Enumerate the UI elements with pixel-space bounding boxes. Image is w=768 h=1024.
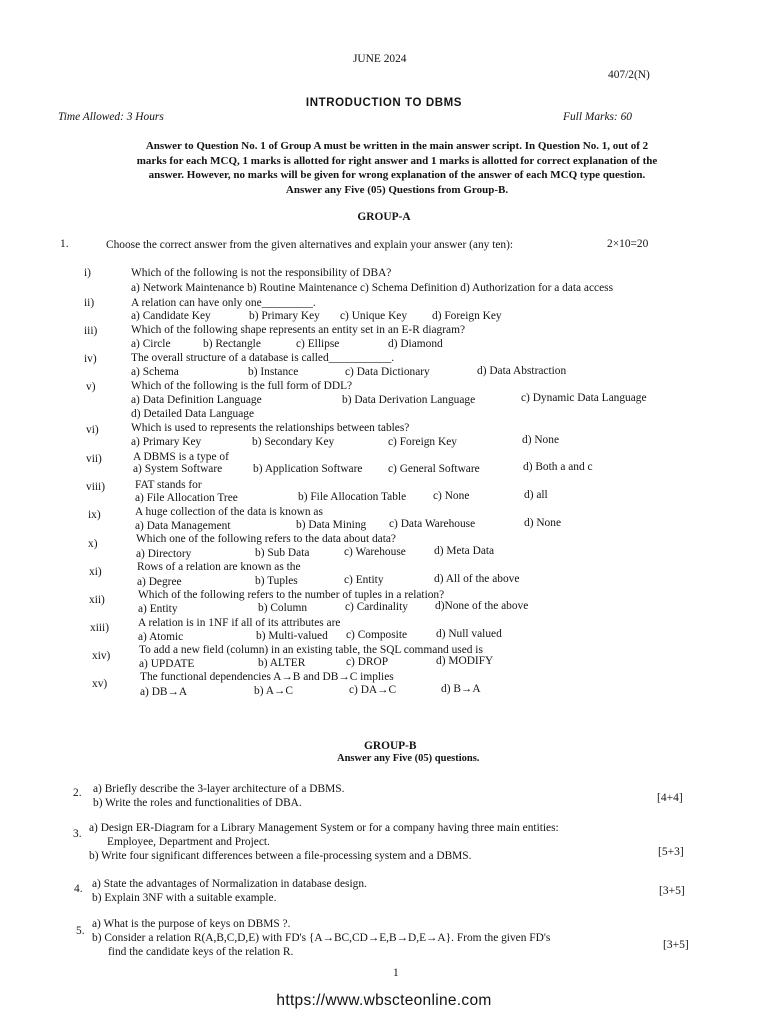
mcq-number: xiii): [90, 622, 109, 634]
mcq-number: xi): [89, 566, 102, 578]
mcq-number: vi): [86, 424, 99, 436]
question-part: a) What is the purpose of keys on DBMS ?.: [92, 918, 291, 930]
mcq-option: a) Network Maintenance b) Routine Maintenance c) Schema Definition d) Authorization for a data access: [131, 282, 614, 294]
question-part: find the candidate keys of the relation R.: [108, 946, 294, 958]
question-part: b) Write the roles and functionalities of DBA.: [93, 797, 302, 809]
mcq-option: c) None: [433, 490, 470, 502]
mcq-option: b) Application Software: [253, 463, 363, 475]
mcq-option: c) Warehouse: [344, 546, 406, 558]
mcq-option: b) Instance: [248, 366, 299, 378]
mcq-option: a) UPDATE: [139, 658, 195, 670]
mcq-number: iii): [84, 325, 98, 337]
mcq-question: A DBMS is a type of: [133, 451, 229, 463]
mcq-option: a) Primary Key: [131, 436, 202, 448]
instruction-line: marks for each MCQ, 1 marks is allotted for right answer and 1 marks is allotted for correct explanation of the: [136, 154, 658, 167]
question-marks: [4+4]: [657, 792, 683, 804]
mcq-question: Rows of a relation are known as the: [137, 561, 301, 573]
mcq-option: d) B→A: [441, 683, 481, 695]
mcq-question: Which is used to represents the relationships between tables?: [131, 422, 410, 434]
question-number: 2.: [73, 787, 82, 799]
mcq-option: b) Rectangle: [203, 338, 261, 350]
mcq-question: A huge collection of the data is known as: [135, 506, 323, 518]
paper-code: 407/2(N): [608, 69, 650, 81]
mcq-number: vii): [86, 453, 102, 465]
mcq-option: b) Data Derivation Language: [342, 394, 476, 406]
mcq-option: d) Data Abstraction: [477, 365, 567, 377]
mcq-option: c) Foreign Key: [388, 436, 457, 448]
mcq-option: a) Entity: [138, 603, 178, 615]
mcq-option: a) Circle: [131, 338, 171, 350]
mcq-number: xiv): [92, 650, 111, 662]
question-part: a) State the advantages of Normalization in database design.: [92, 878, 367, 890]
instructions: [82, 139, 712, 197]
mcq-option: d) all: [524, 489, 548, 501]
instruction-line: Answer any Five (05) Questions from Group-B.: [285, 183, 509, 196]
mcq-option: a) DB→A: [140, 686, 188, 698]
question-marks: 2×10=20: [607, 238, 649, 250]
mcq-option: b) ALTER: [258, 657, 306, 669]
mcq-option: c) Cardinality: [345, 601, 408, 613]
mcq-number: xii): [89, 594, 105, 606]
mcq-number: viii): [86, 481, 105, 493]
question-part: Employee, Department and Project.: [107, 836, 270, 848]
mcq-option: c) Unique Key: [340, 310, 408, 322]
question-part: a) Design ER-Diagram for a Library Management System or for a company having three main entities:: [89, 822, 559, 834]
mcq-option: a) Degree: [137, 576, 182, 588]
question-number: 4.: [74, 883, 83, 895]
mcq-option: d) Detailed Data Language: [131, 408, 255, 420]
mcq-number: ii): [84, 297, 95, 309]
mcq-question: The overall structure of a database is called___________.: [131, 352, 395, 364]
mcq-option: d)None of the above: [435, 600, 529, 612]
mcq-option: c) General Software: [388, 463, 480, 475]
mcq-number: xv): [92, 678, 108, 690]
mcq-question: Which of the following refers to the number of tuples in a relation?: [138, 589, 445, 601]
mcq-question: Which of the following is the full form of DDL?: [131, 380, 353, 392]
instruction-line: Answer to Question No. 1 of Group A must be written in the main answer script. In Question No. 1, out of 2: [145, 140, 649, 152]
group-a-heading: GROUP-A: [357, 211, 411, 223]
group-b-subheading: Answer any Five (05) questions.: [337, 753, 480, 764]
mcq-option: a) File Allocation Tree: [135, 492, 238, 504]
question-part: b) Consider a relation R(A,B,C,D,E) with FD's {A→BC,CD→E,B→D,E→A}. From the given FD's: [92, 932, 551, 944]
mcq-option: a) Directory: [136, 548, 192, 560]
mcq-option: c) Data Warehouse: [389, 518, 476, 530]
mcq-question: A relation is in 1NF if all of its attributes are: [138, 617, 341, 629]
question-number: 3.: [73, 828, 82, 840]
mcq-option: c) DROP: [346, 656, 389, 668]
mcq-option: c) Composite: [346, 629, 408, 641]
mcq-option: d) MODIFY: [436, 655, 494, 667]
mcq-option: c) Dynamic Data Language: [521, 392, 647, 404]
exam-date: JUNE 2024: [353, 53, 407, 65]
mcq-option: b) Multi-valued: [256, 630, 328, 642]
mcq-option: b) Column: [258, 602, 308, 614]
mcq-question: FAT stands for: [135, 479, 202, 491]
mcq-number: i): [84, 267, 91, 279]
question-marks: [3+5]: [663, 939, 689, 951]
mcq-question: Which of the following shape represents an entity set in an E-R diagram?: [131, 324, 466, 336]
mcq-option: d) Null valued: [436, 628, 502, 640]
mcq-option: c) Data Dictionary: [345, 366, 430, 378]
website-url[interactable]: https://www.wbscteonline.com: [276, 992, 492, 1009]
mcq-option: b) File Allocation Table: [298, 491, 407, 503]
mcq-option: b) Sub Data: [255, 547, 310, 559]
mcq-number: ix): [88, 509, 101, 521]
question-part: a) Briefly describe the 3-layer architecture of a DBMS.: [93, 783, 345, 795]
mcq-question: A relation can have only one_________.: [131, 297, 316, 309]
page-number: 1: [393, 967, 399, 979]
mcq-question: Which of the following is not the responsibility of DBA?: [131, 267, 392, 279]
mcq-option: b) Tuples: [255, 575, 298, 587]
mcq-option: d) Both a and c: [523, 461, 593, 473]
group-b-heading: GROUP-B: [364, 740, 417, 752]
mcq-option: b) Data Mining: [296, 519, 367, 531]
mcq-option: a) Data Definition Language: [131, 394, 262, 406]
question-part: b) Explain 3NF with a suitable example.: [92, 892, 277, 904]
mcq-question: Which one of the following refers to the data about data?: [136, 533, 396, 545]
mcq-option: c) DA→C: [349, 684, 397, 696]
mcq-option: d) Foreign Key: [432, 310, 502, 322]
question-text: Choose the correct answer from the given alternatives and explain your answer (any ten):: [106, 239, 514, 251]
question-number: 1.: [60, 238, 69, 250]
mcq-option: d) Diamond: [388, 338, 443, 350]
mcq-option: a) Atomic: [138, 631, 184, 643]
instruction-line: answer. However, no marks will be given for wrong explanation of the answer of each MCQ type question.: [148, 169, 646, 181]
mcq-option: c) Ellipse: [296, 338, 340, 350]
mcq-option: a) Candidate Key: [131, 310, 211, 322]
mcq-option: d) All of the above: [434, 573, 520, 585]
mcq-question: To add a new field (column) in an existing table, the SQL command used is: [139, 644, 483, 656]
question-marks: [5+3]: [658, 846, 684, 858]
mcq-option: b) A→C: [254, 685, 293, 697]
mcq-option: b) Secondary Key: [252, 436, 335, 448]
mcq-option: a) Data Management: [135, 520, 231, 532]
question-part: b) Write four significant differences between a file-processing system and a DBMS.: [89, 850, 472, 862]
mcq-option: b) Primary Key: [249, 310, 320, 322]
mcq-number: v): [86, 381, 96, 393]
mcq-option: d) Meta Data: [434, 545, 495, 557]
full-marks: Full Marks: 60: [563, 111, 632, 123]
time-allowed: Time Allowed: 3 Hours: [58, 111, 164, 123]
mcq-question: The functional dependencies A→B and DB→C implies: [140, 671, 394, 683]
mcq-option: c) Entity: [344, 574, 384, 586]
question-number: 5.: [76, 925, 85, 937]
mcq-option: a) Schema: [131, 366, 179, 378]
mcq-option: d) None: [524, 517, 562, 529]
paper-title: INTRODUCTION TO DBMS: [305, 97, 463, 109]
mcq-option: a) System Software: [133, 463, 223, 475]
mcq-number: iv): [84, 353, 97, 365]
mcq-number: x): [88, 538, 98, 550]
question-marks: [3+5]: [659, 885, 685, 897]
mcq-option: d) None: [522, 434, 560, 446]
